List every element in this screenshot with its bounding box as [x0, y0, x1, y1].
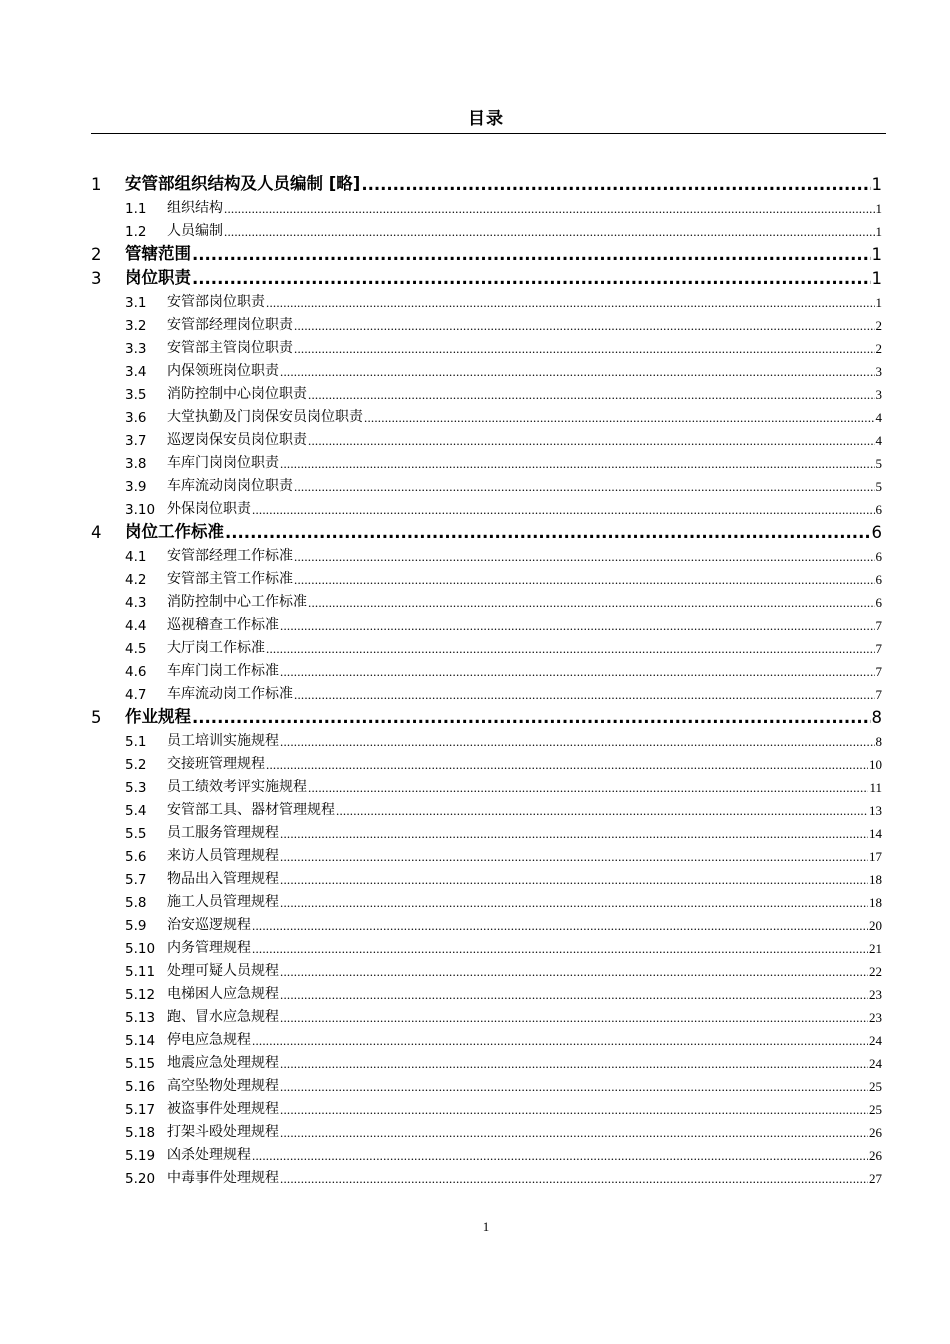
- toc-entry-title: 车库流动岗工作标准: [167, 686, 293, 702]
- toc-entry-title: 组织结构: [167, 200, 223, 216]
- toc-entry-page: 1: [871, 269, 882, 288]
- toc-entry-title: 安管部岗位职责: [167, 294, 265, 310]
- toc-entry-number: 5.10: [125, 941, 156, 957]
- toc-entry-page: 7: [875, 641, 882, 656]
- toc-entry-page: 3: [875, 387, 882, 402]
- toc-entry-number: 3.2: [125, 318, 147, 334]
- dot-leader: [280, 987, 868, 1003]
- toc-entry-page: 8: [875, 734, 882, 749]
- toc-entry-number: 3.4: [125, 364, 147, 380]
- toc-entry-title: 消防控制中心岗位职责: [167, 386, 307, 402]
- dot-leader: [280, 618, 875, 634]
- toc-chapter-entry[interactable]: [91, 265, 882, 288]
- toc-entry-number: 5.14: [125, 1033, 156, 1049]
- dot-leader: [280, 849, 868, 865]
- toc-entry-title: 治安巡逻规程: [167, 917, 251, 933]
- toc-section-entry[interactable]: [91, 1049, 882, 1072]
- dot-leader: [224, 201, 875, 217]
- toc-entry-page: 2: [875, 318, 882, 333]
- dot-leader: [266, 757, 868, 773]
- toc-entry-title: 大堂执勤及门岗保安员岗位职责: [167, 409, 363, 425]
- toc-section-entry[interactable]: [91, 194, 882, 217]
- dot-leader: [252, 918, 868, 934]
- toc-section-entry[interactable]: [91, 311, 882, 334]
- dot-leader: [294, 549, 875, 565]
- toc-section-entry[interactable]: [91, 1095, 882, 1118]
- toc-entry-title: 高空坠物处理规程: [167, 1078, 279, 1094]
- dot-leader: [294, 572, 875, 588]
- dot-leader: [280, 1010, 868, 1026]
- toc-entry-page: 23: [869, 1010, 882, 1025]
- toc-entry-page: 6: [871, 523, 882, 542]
- dot-leader: [225, 523, 871, 542]
- toc-entry-title: 安管部主管岗位职责: [167, 340, 293, 356]
- toc-entry-page: 27: [869, 1171, 882, 1186]
- toc-section-entry[interactable]: [91, 288, 882, 311]
- toc-section-entry[interactable]: [91, 750, 882, 773]
- toc-section-entry[interactable]: [91, 980, 882, 1003]
- dot-leader: [294, 318, 875, 334]
- toc-entry-page: 1: [871, 245, 882, 264]
- dot-leader: [224, 224, 875, 240]
- toc-entry-page: 20: [869, 918, 882, 933]
- toc-section-entry[interactable]: [91, 1118, 882, 1141]
- dot-leader: [280, 964, 868, 980]
- toc-entry-page: 5: [875, 456, 882, 471]
- toc-entry-page: 26: [869, 1148, 882, 1163]
- dot-leader: [280, 895, 868, 911]
- toc-section-entry[interactable]: [91, 657, 882, 680]
- toc-entry-number: 4: [91, 523, 102, 542]
- dot-leader: [280, 364, 875, 380]
- toc-entry-number: 3.6: [125, 410, 147, 426]
- toc-entry-number: 2: [91, 245, 102, 264]
- table-of-contents: [91, 170, 882, 1187]
- toc-entry-title: 安管部主管工作标准: [167, 571, 293, 587]
- toc-entry-title: 员工培训实施规程: [167, 733, 279, 749]
- toc-section-entry[interactable]: [91, 1003, 882, 1026]
- toc-entry-number: 3.7: [125, 433, 147, 449]
- toc-entry-page: 1: [875, 224, 882, 239]
- toc-entry-number: 3.1: [125, 295, 147, 311]
- toc-entry-page: 4: [875, 410, 882, 425]
- toc-entry-number: 3.8: [125, 456, 147, 472]
- dot-leader: [361, 175, 870, 194]
- toc-entry-title: 巡逻岗保安员岗位职责: [167, 432, 307, 448]
- toc-section-entry[interactable]: [91, 357, 882, 380]
- toc-chapter-entry[interactable]: [91, 519, 882, 542]
- toc-entry-page: 10: [869, 757, 882, 772]
- title-divider: [91, 133, 886, 134]
- toc-entry-page: 25: [869, 1079, 882, 1094]
- toc-entry-page: 18: [869, 895, 882, 910]
- toc-entry-title: 处理可疑人员规程: [167, 963, 279, 979]
- toc-entry-page: 23: [869, 987, 882, 1002]
- toc-entry-page: 7: [875, 664, 882, 679]
- toc-entry-page: 11: [869, 780, 882, 795]
- dot-leader: [280, 734, 875, 750]
- toc-entry-title: 中毒事件处理规程: [167, 1170, 279, 1186]
- toc-section-entry[interactable]: [91, 588, 882, 611]
- toc-entry-number: 5.4: [125, 803, 147, 819]
- dot-leader: [280, 1125, 868, 1141]
- dot-leader: [308, 780, 868, 796]
- toc-entry-page: 22: [869, 964, 882, 979]
- dot-leader: [252, 941, 868, 957]
- toc-chapter-entry[interactable]: [91, 241, 882, 264]
- toc-entry-number: 5.6: [125, 849, 147, 865]
- dot-leader: [192, 708, 871, 727]
- toc-section-entry[interactable]: [91, 449, 882, 472]
- toc-entry-title: 管辖范围: [125, 244, 191, 263]
- toc-entry-page: 26: [869, 1125, 882, 1140]
- toc-entry-title: 车库门岗岗位职责: [167, 455, 279, 471]
- toc-entry-page: 18: [869, 872, 882, 887]
- dot-leader: [364, 410, 875, 426]
- toc-entry-number: 1.1: [125, 201, 147, 217]
- toc-section-entry[interactable]: [91, 1141, 882, 1164]
- dot-leader: [266, 295, 875, 311]
- toc-entry-number: 5.11: [125, 964, 156, 980]
- toc-section-entry[interactable]: [91, 865, 882, 888]
- toc-entry-title: 安管部经理岗位职责: [167, 317, 293, 333]
- toc-section-entry[interactable]: [91, 472, 882, 495]
- toc-entry-number: 5.2: [125, 757, 147, 773]
- toc-entry-number: 5.15: [125, 1056, 156, 1072]
- toc-entry-title: 车库门岗工作标准: [167, 663, 279, 679]
- toc-entry-number: 4.5: [125, 641, 147, 657]
- toc-entry-page: 1: [871, 175, 882, 194]
- dot-leader: [280, 1171, 868, 1187]
- toc-entry-title: 安管部工具、器材管理规程: [167, 802, 335, 818]
- dot-leader: [308, 595, 875, 611]
- toc-entry-page: 17: [869, 849, 882, 864]
- toc-section-entry[interactable]: [91, 911, 882, 934]
- toc-entry-page: 6: [875, 502, 882, 517]
- toc-entry-number: 3.9: [125, 479, 147, 495]
- toc-section-entry[interactable]: [91, 957, 882, 980]
- dot-leader: [280, 1102, 868, 1118]
- toc-entry-number: 5.13: [125, 1010, 156, 1026]
- toc-entry-number: 4.6: [125, 664, 147, 680]
- toc-entry-title: 施工人员管理规程: [167, 894, 279, 910]
- toc-entry-page: 5: [875, 479, 882, 494]
- toc-entry-page: 24: [869, 1033, 882, 1048]
- toc-entry-title: 车库流动岗岗位职责: [167, 478, 293, 494]
- toc-entry-number: 4.7: [125, 687, 147, 703]
- toc-entry-number: 5.19: [125, 1148, 156, 1164]
- toc-entry-title: 大厅岗工作标准: [167, 640, 265, 656]
- dot-leader: [192, 269, 871, 288]
- toc-entry-number: 5.16: [125, 1079, 156, 1095]
- toc-chapter-entry[interactable]: [91, 704, 882, 727]
- toc-section-entry[interactable]: [91, 680, 882, 703]
- toc-entry-title: 内务管理规程: [167, 940, 251, 956]
- dot-leader: [280, 1056, 868, 1072]
- toc-entry-title: 员工绩效考评实施规程: [167, 779, 307, 795]
- toc-entry-number: 5: [91, 708, 102, 727]
- toc-entry-number: 5.17: [125, 1102, 156, 1118]
- toc-entry-number: 5.3: [125, 780, 147, 796]
- toc-entry-title: 内保领班岗位职责: [167, 363, 279, 379]
- toc-entry-page: 7: [875, 618, 882, 633]
- toc-entry-number: 4.2: [125, 572, 147, 588]
- toc-entry-number: 5.5: [125, 826, 147, 842]
- toc-entry-page: 2: [875, 341, 882, 356]
- dot-leader: [266, 641, 875, 657]
- dot-leader: [280, 664, 875, 680]
- dot-leader: [294, 341, 875, 357]
- toc-section-entry[interactable]: [91, 796, 882, 819]
- toc-entry-number: 5.7: [125, 872, 147, 888]
- toc-entry-number: 3: [91, 269, 102, 288]
- toc-entry-number: 5.12: [125, 987, 156, 1003]
- toc-entry-title: 外保岗位职责: [167, 501, 251, 517]
- toc-chapter-entry[interactable]: [91, 171, 882, 194]
- toc-section-entry[interactable]: [91, 819, 882, 842]
- toc-entry-number: 5.8: [125, 895, 147, 911]
- toc-section-entry[interactable]: [91, 495, 882, 518]
- toc-section-entry[interactable]: [91, 934, 882, 957]
- toc-section-entry[interactable]: [91, 1026, 882, 1049]
- dot-leader: [280, 456, 875, 472]
- toc-entry-page: 7: [875, 687, 882, 702]
- toc-entry-title: 物品出入管理规程: [167, 871, 279, 887]
- toc-entry-title: 人员编制: [167, 223, 223, 239]
- toc-entry-title: 消防控制中心工作标准: [167, 594, 307, 610]
- dot-leader: [308, 433, 875, 449]
- toc-entry-page: 1: [875, 201, 882, 216]
- toc-entry-page: 6: [875, 572, 882, 587]
- toc-section-entry[interactable]: [91, 380, 882, 403]
- toc-entry-page: 13: [869, 803, 882, 818]
- toc-entry-page: 8: [871, 708, 882, 727]
- toc-section-entry[interactable]: [91, 773, 882, 796]
- toc-entry-title: 作业规程: [125, 707, 191, 726]
- toc-section-entry[interactable]: [91, 727, 882, 750]
- toc-section-entry[interactable]: [91, 888, 882, 911]
- toc-section-entry[interactable]: [91, 565, 882, 588]
- dot-leader: [308, 387, 875, 403]
- toc-entry-title: 凶杀处理规程: [167, 1147, 251, 1163]
- toc-section-entry[interactable]: [91, 634, 882, 657]
- toc-entry-title: 来访人员管理规程: [167, 848, 279, 864]
- page-number: 1: [482, 1219, 490, 1234]
- toc-entry-title: 打架斗殴处理规程: [167, 1124, 279, 1140]
- toc-section-entry[interactable]: [91, 611, 882, 634]
- toc-entry-number: 5.18: [125, 1125, 156, 1141]
- toc-entry-title: 岗位工作标准: [125, 522, 224, 541]
- toc-entry-number: 4.1: [125, 549, 147, 565]
- toc-section-entry[interactable]: [91, 542, 882, 565]
- toc-entry-page: 25: [869, 1102, 882, 1117]
- toc-section-entry[interactable]: [91, 217, 882, 240]
- toc-entry-page: 4: [875, 433, 882, 448]
- dot-leader: [280, 1079, 868, 1095]
- toc-section-entry[interactable]: [91, 1072, 882, 1095]
- toc-entry-title: 跑、冒水应急规程: [167, 1009, 279, 1025]
- toc-entry-title: 巡视稽查工作标准: [167, 617, 279, 633]
- toc-entry-page: 3: [875, 364, 882, 379]
- page-title: 目录: [468, 109, 504, 129]
- dot-leader: [252, 1033, 868, 1049]
- toc-entry-page: 24: [869, 1056, 882, 1071]
- toc-entry-number: 5.20: [125, 1171, 156, 1187]
- toc-entry-number: 4.3: [125, 595, 147, 611]
- toc-entry-page: 14: [869, 826, 882, 841]
- toc-section-entry[interactable]: [91, 403, 882, 426]
- toc-entry-page: 21: [869, 941, 882, 956]
- toc-entry-title: 安管部组织结构及人员编制 [略]: [125, 174, 361, 193]
- toc-section-entry[interactable]: [91, 1164, 882, 1187]
- toc-entry-number: 3.5: [125, 387, 147, 403]
- dot-leader: [252, 502, 875, 518]
- toc-entry-title: 交接班管理规程: [167, 756, 265, 772]
- toc-entry-number: 5.1: [125, 734, 147, 750]
- toc-entry-number: 5.9: [125, 918, 147, 934]
- toc-entry-number: 1: [91, 175, 102, 194]
- toc-entry-title: 地震应急处理规程: [167, 1055, 279, 1071]
- toc-entry-number: 3.10: [125, 502, 156, 518]
- dot-leader: [336, 803, 868, 819]
- toc-entry-page: 6: [875, 549, 882, 564]
- dot-leader: [294, 479, 875, 495]
- dot-leader: [192, 245, 871, 264]
- toc-entry-title: 员工服务管理规程: [167, 825, 279, 841]
- dot-leader: [280, 872, 868, 888]
- toc-entry-title: 安管部经理工作标准: [167, 548, 293, 564]
- toc-entry-page: 1: [875, 295, 882, 310]
- toc-entry-page: 6: [875, 595, 882, 610]
- toc-section-entry[interactable]: [91, 334, 882, 357]
- toc-entry-number: 3.3: [125, 341, 147, 357]
- dot-leader: [252, 1148, 868, 1164]
- toc-entry-title: 被盗事件处理规程: [167, 1101, 279, 1117]
- toc-entry-number: 4.4: [125, 618, 147, 634]
- toc-entry-title: 停电应急规程: [167, 1032, 251, 1048]
- toc-entry-title: 电梯困人应急规程: [167, 986, 279, 1002]
- toc-entry-number: 1.2: [125, 224, 147, 240]
- toc-section-entry[interactable]: [91, 426, 882, 449]
- toc-entry-title: 岗位职责: [125, 268, 191, 287]
- dot-leader: [280, 826, 868, 842]
- toc-section-entry[interactable]: [91, 842, 882, 865]
- dot-leader: [294, 687, 875, 703]
